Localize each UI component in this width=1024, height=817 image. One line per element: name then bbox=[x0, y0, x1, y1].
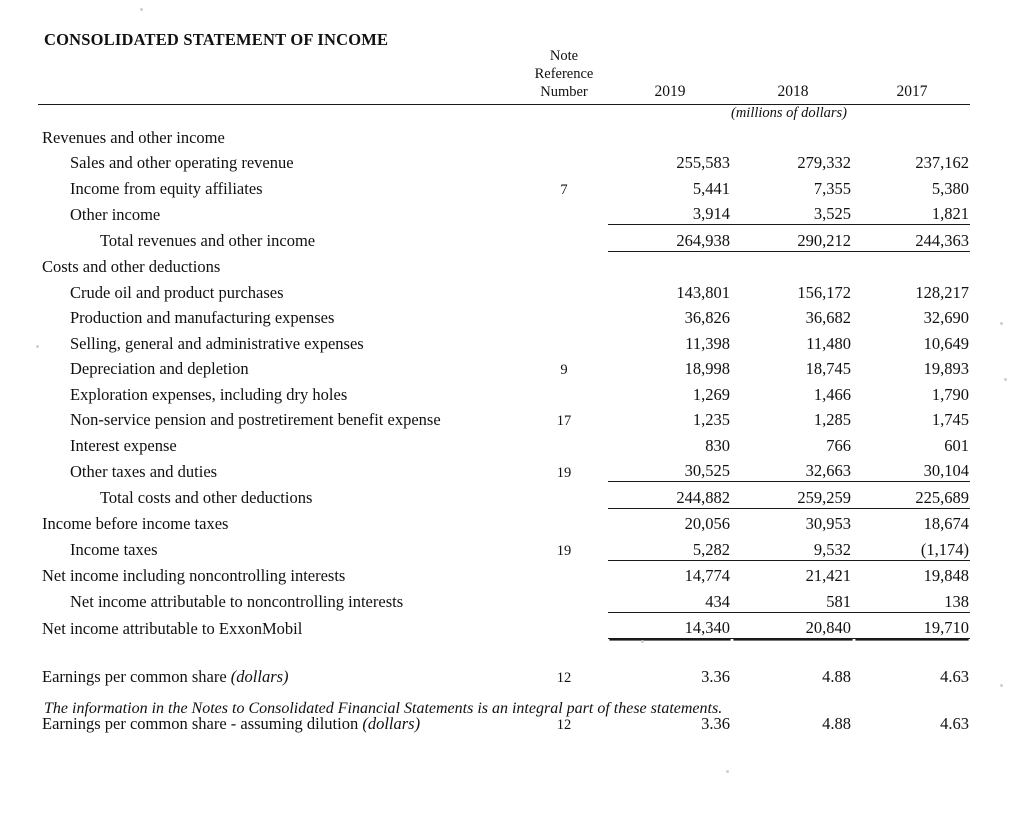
row-label: Exploration expenses, including dry holes bbox=[70, 384, 348, 404]
row-value-2019: 255,583 bbox=[676, 153, 730, 172]
table-row bbox=[38, 354, 970, 380]
spacer-cell bbox=[732, 639, 854, 662]
row-label: Income from equity affiliates bbox=[70, 178, 263, 198]
table-row bbox=[38, 586, 970, 612]
row-label: Net income attributable to ExxonMobil bbox=[42, 618, 303, 638]
note-column-header-line3: Number bbox=[540, 83, 588, 100]
row-value-2019: 20,056 bbox=[684, 514, 730, 533]
row-label: Other income bbox=[70, 204, 161, 224]
row-label: Selling, general and administrative expenses bbox=[70, 333, 364, 353]
table-row bbox=[38, 534, 970, 560]
row-label: Interest expense bbox=[70, 435, 177, 455]
row-value-2019: 30,525 bbox=[684, 461, 730, 480]
eps-value-2017: 4.63 bbox=[940, 714, 969, 733]
header-spacer bbox=[38, 66, 520, 84]
row-value-2018: 36,682 bbox=[805, 308, 851, 327]
row-note-reference bbox=[520, 508, 608, 534]
row-value-2018: 18,745 bbox=[805, 359, 851, 378]
row-label: Other taxes and duties bbox=[70, 461, 218, 481]
table-header-row bbox=[38, 66, 970, 84]
row-label: Total revenues and other income bbox=[100, 231, 316, 250]
eps-note-reference: 12 bbox=[556, 669, 572, 686]
row-value-2018: 9,532 bbox=[813, 539, 851, 559]
table-row bbox=[38, 225, 970, 252]
row-label: Costs and other deductions bbox=[42, 257, 221, 276]
row-note-reference bbox=[520, 482, 608, 509]
row-value-2018 bbox=[732, 122, 854, 148]
scan-speck bbox=[726, 770, 729, 773]
row-value-2019: 244,882 bbox=[608, 482, 732, 509]
row-note-reference bbox=[520, 303, 608, 329]
eps-label-units: (dollars) bbox=[230, 666, 289, 686]
table-row bbox=[38, 122, 970, 148]
section-spacer bbox=[38, 639, 970, 662]
row-note-reference bbox=[520, 379, 608, 405]
column-header-year-2017: 2017 bbox=[896, 83, 928, 100]
table-row bbox=[38, 379, 970, 405]
row-value-2018: 1,466 bbox=[813, 384, 851, 404]
table-header-row bbox=[38, 48, 970, 66]
row-value-2019: 1,269 bbox=[692, 384, 730, 404]
row-value-2018 bbox=[732, 251, 854, 277]
table-row bbox=[38, 148, 970, 174]
header-spacer bbox=[854, 66, 970, 84]
scan-speck bbox=[36, 345, 39, 348]
row-value-2017: 225,689 bbox=[854, 482, 970, 509]
row-value-2018: 279,332 bbox=[797, 153, 851, 172]
units-label: (millions of dollars) bbox=[730, 105, 847, 121]
column-header-year-2019: 2019 bbox=[654, 83, 686, 100]
row-value-2018: 156,172 bbox=[797, 282, 851, 302]
row-value-2019: 5,282 bbox=[692, 539, 730, 559]
row-value-2017 bbox=[854, 251, 970, 277]
row-note-reference bbox=[520, 328, 608, 354]
table-header-row bbox=[38, 83, 970, 101]
scan-speck bbox=[1000, 322, 1003, 325]
row-label: Total costs and other deductions bbox=[100, 488, 313, 507]
row-value-2017: 19,893 bbox=[923, 359, 969, 378]
row-note-reference bbox=[520, 225, 608, 252]
row-value-2017: (1,174) bbox=[920, 539, 969, 559]
table-row bbox=[38, 508, 970, 534]
eps-value-2017: 4.63 bbox=[940, 666, 969, 686]
table-row bbox=[38, 199, 970, 225]
units-spacer bbox=[520, 105, 608, 123]
row-value-2017: 30,104 bbox=[923, 461, 969, 480]
eps-label-text: Earnings per common share - assuming dilution bbox=[42, 714, 363, 733]
row-value-2017 bbox=[854, 122, 970, 148]
row-value-2019: 14,340 bbox=[608, 612, 732, 639]
row-value-2018: 290,212 bbox=[732, 225, 854, 252]
spacer-cell bbox=[38, 639, 520, 662]
income-statement-table bbox=[38, 48, 970, 734]
table-row bbox=[38, 303, 970, 329]
row-value-2017: 19,848 bbox=[854, 560, 970, 586]
table-row bbox=[38, 173, 970, 199]
spacer-cell bbox=[520, 639, 608, 662]
eps-note-reference: 12 bbox=[556, 717, 572, 733]
table-row bbox=[38, 405, 970, 431]
row-value-2019 bbox=[608, 122, 732, 148]
table-row bbox=[38, 251, 970, 277]
table-row bbox=[38, 456, 970, 482]
row-value-2019 bbox=[608, 251, 732, 277]
spacer-cell bbox=[732, 687, 854, 709]
table-row bbox=[38, 277, 970, 303]
row-value-2019: 14,774 bbox=[608, 560, 732, 586]
header-spacer bbox=[38, 83, 520, 101]
row-label: Production and manufacturing expenses bbox=[70, 308, 335, 327]
row-note-reference bbox=[520, 586, 608, 612]
table-row bbox=[38, 430, 970, 456]
eps-value-2018: 4.88 bbox=[822, 666, 851, 686]
spacer-cell bbox=[608, 639, 732, 662]
header-spacer bbox=[854, 48, 970, 66]
table-row bbox=[38, 612, 970, 639]
eps-row-label bbox=[38, 661, 520, 687]
row-value-2018: 32,663 bbox=[805, 461, 851, 480]
eps-row bbox=[38, 661, 970, 687]
row-value-2019: 264,938 bbox=[608, 225, 732, 252]
header-spacer bbox=[732, 48, 854, 66]
row-label: Sales and other operating revenue bbox=[70, 153, 294, 172]
row-note-reference bbox=[520, 122, 608, 148]
eps-value-2019: 3.36 bbox=[701, 714, 730, 733]
scan-speck bbox=[1000, 684, 1003, 687]
row-label: Crude oil and product purchases bbox=[70, 282, 284, 302]
row-note-reference: 7 bbox=[560, 181, 568, 198]
page-title: CONSOLIDATED STATEMENT OF INCOME bbox=[44, 30, 389, 49]
row-note-reference: 9 bbox=[560, 362, 568, 378]
row-value-2019: 1,235 bbox=[692, 410, 730, 429]
row-note-reference bbox=[520, 148, 608, 174]
eps-value-2019: 3.36 bbox=[701, 666, 730, 686]
eps-value-2018: 4.88 bbox=[822, 714, 851, 733]
table-row bbox=[38, 482, 970, 509]
units-row bbox=[38, 105, 970, 123]
row-value-2017: 18,674 bbox=[923, 514, 969, 533]
row-value-2017: 1,745 bbox=[931, 410, 969, 429]
row-value-2017: 237,162 bbox=[915, 153, 969, 172]
row-value-2017: 601 bbox=[944, 435, 969, 455]
units-spacer bbox=[38, 105, 520, 123]
row-note-reference bbox=[520, 560, 608, 586]
header-spacer bbox=[608, 48, 732, 66]
column-header-year-2018: 2018 bbox=[777, 83, 809, 100]
row-value-2017: 5,380 bbox=[931, 178, 969, 198]
row-value-2018: 11,480 bbox=[806, 333, 851, 353]
spacer-cell bbox=[854, 639, 970, 662]
row-value-2019: 434 bbox=[705, 591, 730, 611]
eps-label-text: Earnings per common share bbox=[42, 666, 231, 686]
row-note-reference bbox=[520, 430, 608, 456]
header-spacer bbox=[38, 48, 520, 66]
row-value-2018: 21,421 bbox=[732, 560, 854, 586]
row-value-2018: 3,525 bbox=[813, 204, 851, 223]
row-label: Depreciation and depletion bbox=[70, 359, 249, 378]
row-note-reference bbox=[520, 199, 608, 225]
footer-note: The information in the Notes to Consolidated Financial Statements is an integral part of these statements. bbox=[44, 700, 723, 717]
row-note-reference: 19 bbox=[556, 464, 572, 481]
row-value-2017: 1,821 bbox=[931, 204, 969, 223]
row-value-2019: 3,914 bbox=[692, 204, 730, 223]
row-note-reference bbox=[520, 251, 608, 277]
row-value-2017: 32,690 bbox=[923, 308, 969, 327]
table-row bbox=[38, 328, 970, 354]
row-value-2017: 128,217 bbox=[915, 282, 969, 302]
header-spacer bbox=[608, 66, 732, 84]
row-label: Revenues and other income bbox=[42, 127, 225, 147]
row-value-2018: 581 bbox=[826, 591, 851, 611]
row-value-2017: 138 bbox=[944, 591, 969, 611]
row-value-2018: 7,355 bbox=[813, 178, 851, 198]
row-label: Income before income taxes bbox=[42, 514, 229, 533]
eps-label-units: (dollars) bbox=[362, 714, 421, 733]
row-label: Net income including noncontrolling interests bbox=[42, 566, 346, 585]
row-value-2017: 10,649 bbox=[923, 333, 969, 353]
row-label: Net income attributable to noncontrolling interests bbox=[70, 592, 404, 611]
row-label: Non-service pension and postretirement benefit expense bbox=[70, 410, 441, 429]
row-note-reference: 19 bbox=[556, 543, 572, 559]
spacer-cell bbox=[854, 687, 970, 709]
scan-speck bbox=[641, 640, 644, 643]
row-value-2018: 766 bbox=[826, 435, 851, 455]
row-value-2018: 259,259 bbox=[732, 482, 854, 509]
table-row bbox=[38, 560, 970, 586]
row-value-2018: 30,953 bbox=[805, 514, 851, 533]
row-value-2019: 36,826 bbox=[684, 308, 730, 327]
scan-speck bbox=[140, 8, 143, 11]
row-value-2019: 11,398 bbox=[685, 333, 730, 353]
row-value-2019: 830 bbox=[705, 435, 730, 455]
row-value-2019: 143,801 bbox=[676, 282, 730, 302]
row-value-2018: 20,840 bbox=[732, 612, 854, 639]
scan-speck bbox=[1004, 378, 1007, 381]
row-note-reference: 17 bbox=[556, 413, 572, 429]
row-note-reference bbox=[520, 277, 608, 303]
row-value-2019: 18,998 bbox=[684, 359, 730, 378]
row-value-2017: 1,790 bbox=[931, 384, 969, 404]
note-column-header-line2: Reference bbox=[534, 65, 594, 82]
row-value-2017: 19,710 bbox=[854, 612, 970, 639]
header-spacer bbox=[732, 66, 854, 84]
row-value-2019: 5,441 bbox=[692, 178, 730, 198]
row-label: Income taxes bbox=[70, 540, 158, 559]
note-column-header-line1: Note bbox=[549, 48, 579, 64]
row-value-2017: 244,363 bbox=[854, 225, 970, 252]
row-note-reference bbox=[520, 612, 608, 639]
row-value-2018: 1,285 bbox=[813, 410, 851, 429]
